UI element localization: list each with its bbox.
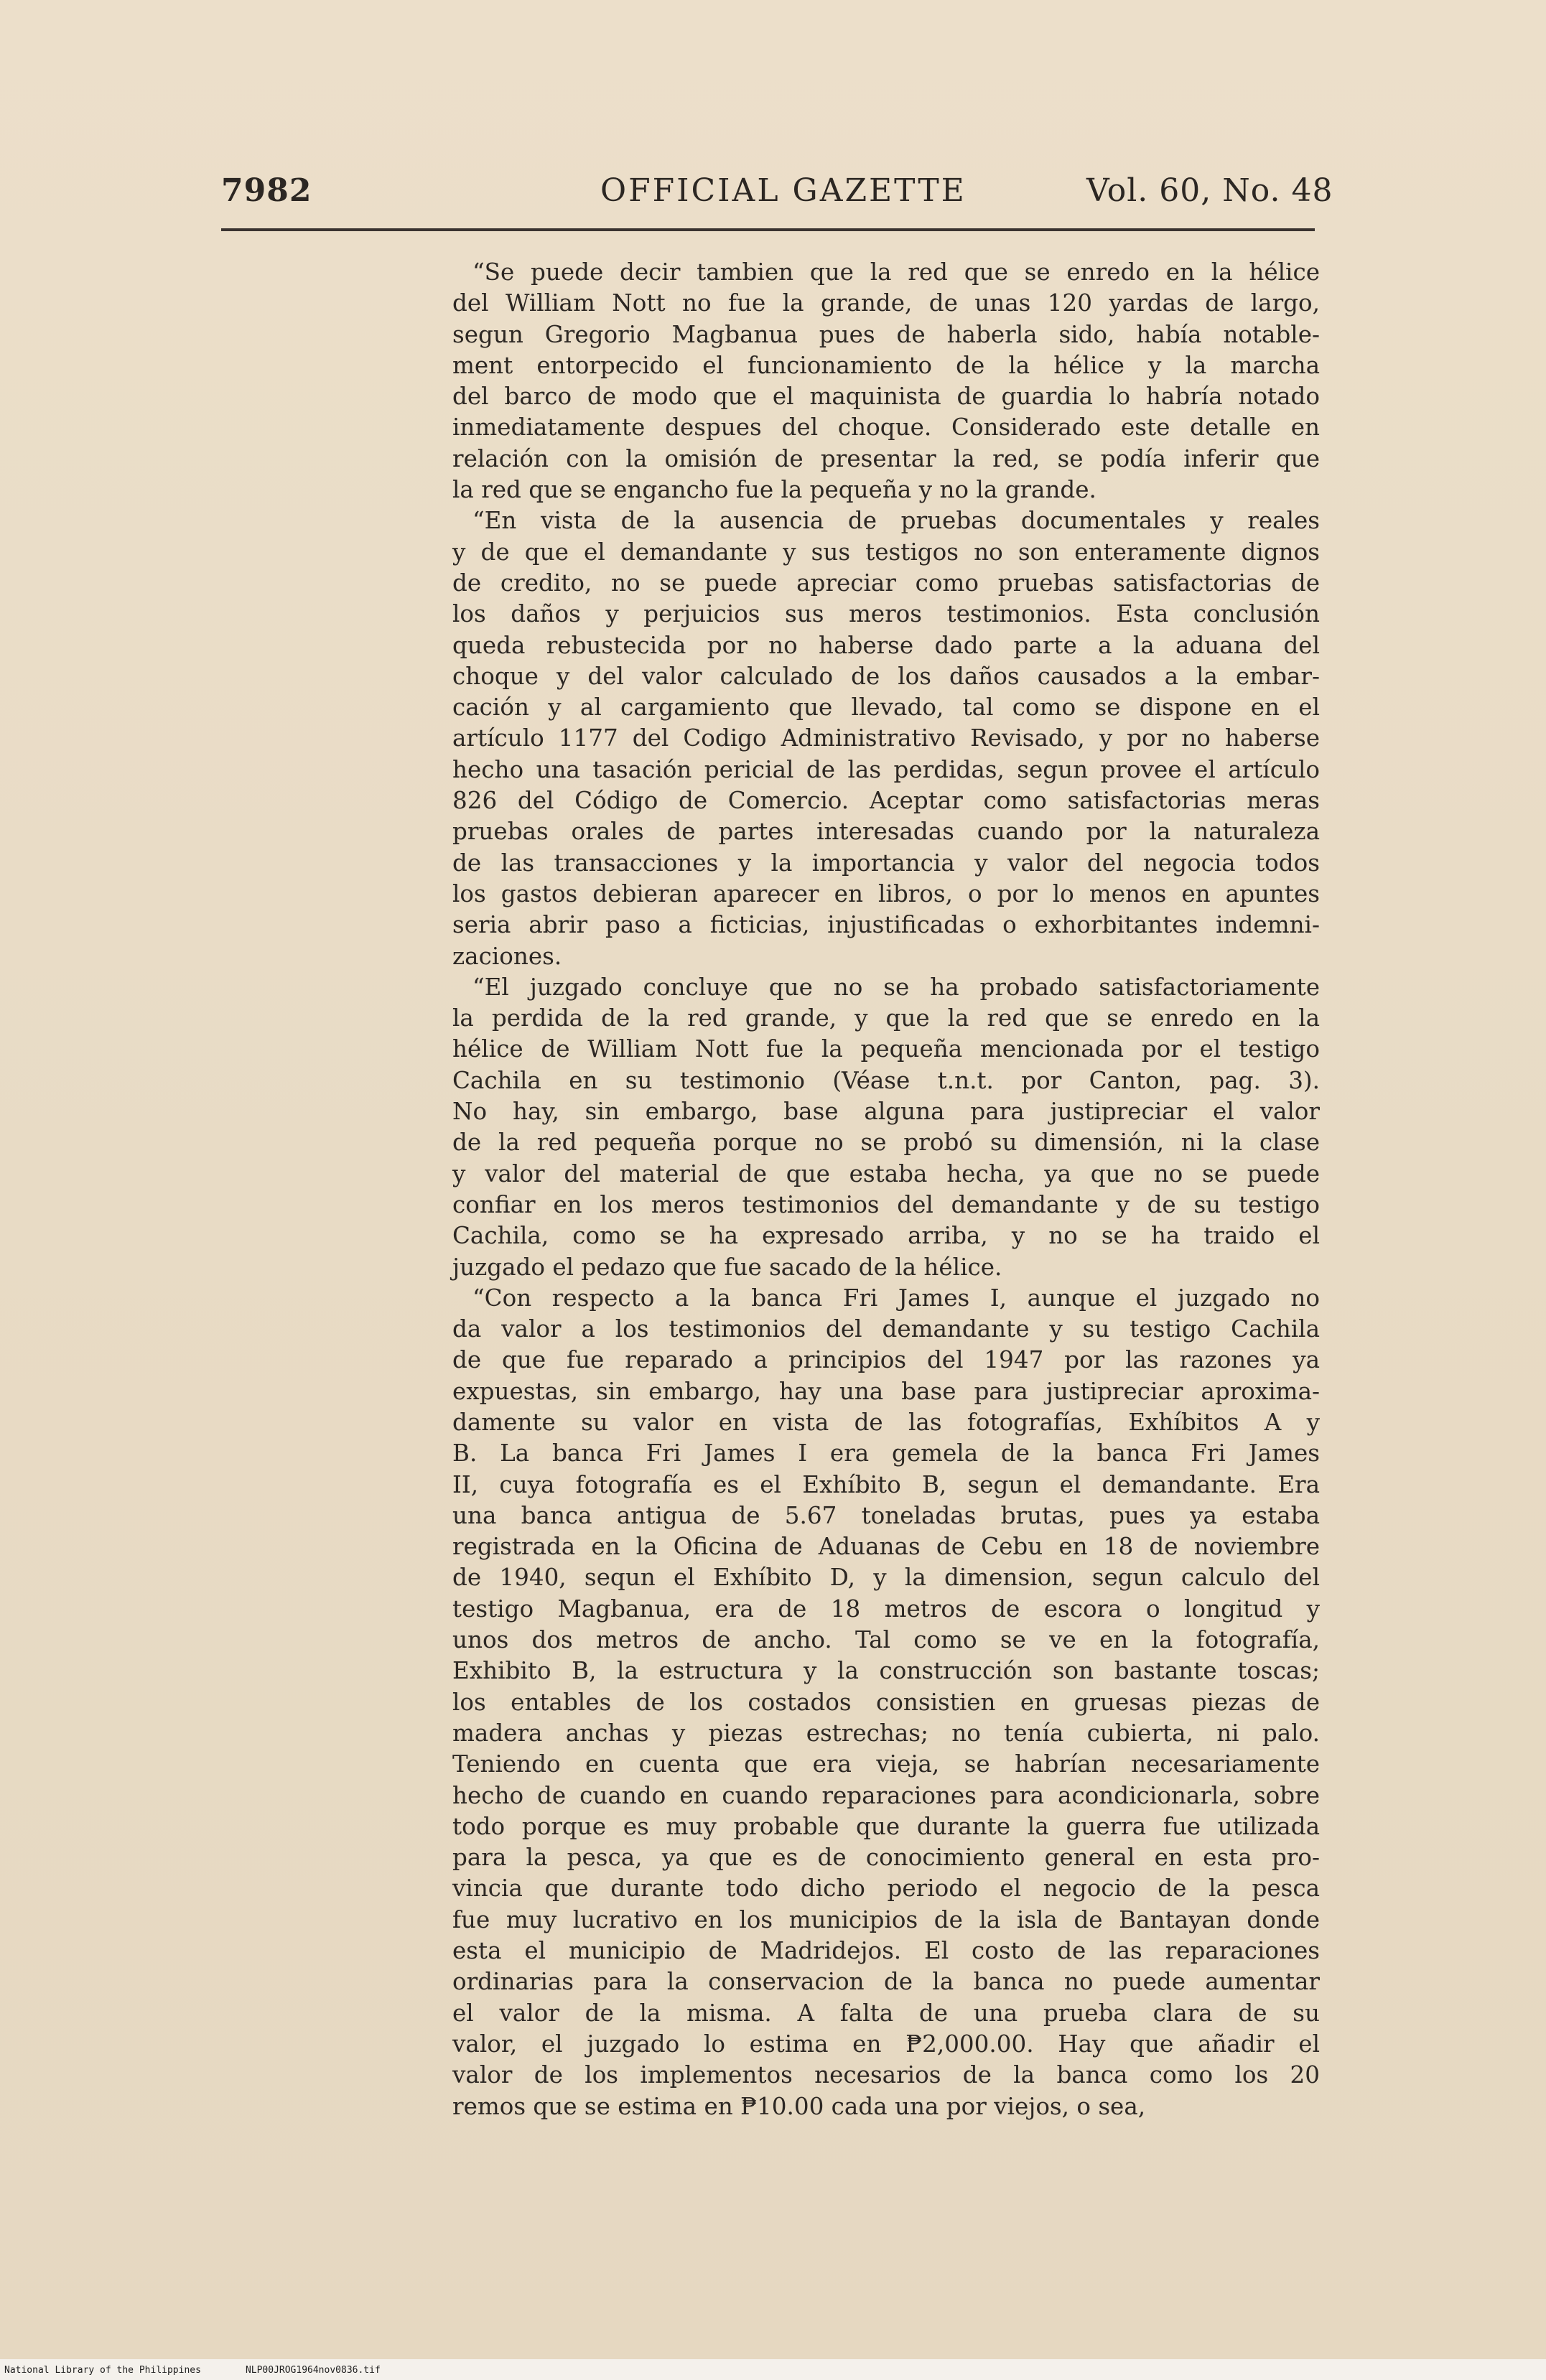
text-line: artículo 1177 del Codigo Administrativo Revisado, y por no haberse xyxy=(452,724,1320,752)
text-line: esta el municipio de Madridejos. El costo de las reparaciones xyxy=(452,1937,1320,1965)
scan-filename: NLP00JROG1964nov0836.tif xyxy=(245,2365,381,2376)
text-line: vincia que durante todo dicho periodo el negocio de la pesca xyxy=(452,1875,1320,1903)
text-line: da valor a los testimonios del demandante y su testigo Cachila xyxy=(452,1315,1320,1343)
text-line: zaciones. xyxy=(452,942,562,970)
running-head xyxy=(221,172,1333,215)
text-line: fue muy lucrativo en los municipios de la isla de Bantayan donde xyxy=(452,1905,1320,1933)
text-line: de las transacciones y la importancia y valor del negocia todos xyxy=(452,849,1320,877)
text-line: valor, el juzgado lo estima en ₱2,000.00. Hay que añadir el xyxy=(452,2030,1320,2058)
text-line: relación con la omisión de presentar la red, se podía inferir que xyxy=(452,444,1320,472)
text-line: los daños y perjuicios sus meros testimonios. Esta conclusión xyxy=(452,600,1320,628)
volume-label: Vol. xyxy=(1086,172,1149,209)
text-line: de la red pequeña porque no se probó su dimensión, ni la clase xyxy=(452,1129,1320,1157)
text-line: No hay, sin embargo, base alguna para justipreciar el valor xyxy=(452,1098,1320,1126)
text-line: seria abrir paso a ficticias, injustificadas o exhorbitantes indemni- xyxy=(452,911,1320,939)
text-line: ment entorpecido el funcionamiento de la hélice y la marcha xyxy=(452,351,1320,379)
text-line: testigo Magbanua, era de 18 metros de escora o longitud y xyxy=(452,1595,1320,1623)
text-line: una banca antigua de 5.67 toneladas brutas, pues ya estaba xyxy=(452,1501,1320,1529)
paragraph xyxy=(452,972,1320,1283)
text-line: “En vista de la ausencia de pruebas documentales y reales xyxy=(472,507,1320,535)
text-line: pruebas orales de partes interesadas cuando por la naturaleza xyxy=(452,818,1320,846)
journal-title: OFFICIAL GAZETTE xyxy=(600,172,967,209)
scan-footer xyxy=(4,2365,425,2376)
text-line: madera anchas y piezas estrechas; no tenía cubierta, ni palo. xyxy=(452,1719,1320,1747)
text-line: la red que se engancho fue la pequeña y no la grande. xyxy=(452,476,1096,504)
text-line: Cachila, como se ha expresado arriba, y no se ha traido el xyxy=(452,1222,1320,1250)
text-line: hélice de William Nott fue la pequeña mencionada por el testigo xyxy=(452,1035,1320,1063)
text-line: remos que se estima en ₱10.00 cada una por viejos, o sea, xyxy=(452,2092,1146,2120)
text-line: valor de los implementos necesarios de la banca como los 20 xyxy=(452,2061,1320,2089)
text-line: segun Gregorio Magbanua pues de haberla sido, había notable- xyxy=(452,320,1320,348)
text-line: unos dos metros de ancho. Tal como se ve en la fotografía, xyxy=(452,1626,1320,1654)
text-line: registrada en la Oficina de Aduanas de Cebu en 18 de noviembre xyxy=(452,1533,1320,1561)
text-line: choque y del valor calculado de los daños causados a la embar- xyxy=(452,662,1320,690)
page-number: 7982 xyxy=(221,172,312,209)
text-line: de credito, no se puede apreciar como pruebas satisfactorias de xyxy=(452,569,1320,597)
text-line: cación y al cargamiento que llevado, tal como se dispone en el xyxy=(452,694,1320,722)
text-line: II, cuya fotografía es el Exhíbito B, segun el demandante. Era xyxy=(452,1470,1320,1498)
text-line: para la pesca, ya que es de conocimiento general en esta pro- xyxy=(452,1844,1320,1872)
volume-issue xyxy=(1086,172,1333,209)
text-line: “El juzgado concluye que no se ha probado satisfactoriamente xyxy=(472,973,1320,1001)
text-line: Cachila en su testimonio (Véase t.n.t. por Canton, pag. 3). xyxy=(452,1066,1320,1094)
number-value: 48 xyxy=(1291,172,1333,209)
text-line: del William Nott no fue la grande, de unas 120 yardas de largo, xyxy=(452,289,1320,317)
text-line: ordinarias para la conservacion de la banca no puede aumentar xyxy=(452,1968,1320,1996)
text-line: y de que el demandante y sus testigos no son enteramente dignos xyxy=(452,538,1320,566)
text-line: Exhibito B, la estructura y la construcción son bastante toscas; xyxy=(452,1657,1320,1685)
text-line: de que fue reparado a principios del 1947 por las razones ya xyxy=(452,1346,1320,1374)
text-line: hecho de cuando en cuando reparaciones para acondicionarla, sobre xyxy=(452,1781,1320,1809)
paragraph xyxy=(452,257,1320,505)
text-line: del barco de modo que el maquinista de guardia lo habría notado xyxy=(452,383,1320,411)
text-line: inmediatamente despues del choque. Considerado este detalle en xyxy=(452,414,1320,442)
text-line: queda rebustecida por no haberse dado parte a la aduana del xyxy=(452,631,1320,659)
text-line: juzgado el pedazo que fue sacado de la hélice. xyxy=(452,1253,1002,1281)
text-line: “Se puede decir tambien que la red que se enredo en la hélice xyxy=(472,258,1320,286)
text-line: Teniendo en cuenta que era vieja, se habrían necesariamente xyxy=(452,1750,1320,1778)
text-line: damente su valor en vista de las fotografías, Exhíbitos A y xyxy=(452,1408,1320,1436)
text-line: los gastos debieran aparecer en libros, o por lo menos en apuntes xyxy=(452,879,1320,907)
text-line: todo porque es muy probable que durante la guerra fue utilizada xyxy=(452,1812,1320,1840)
text-line: “Con respecto a la banca Fri James I, aunque el juzgado no xyxy=(472,1284,1320,1312)
text-line: la perdida de la red grande, y que la red que se enredo en la xyxy=(452,1004,1320,1032)
text-line: el valor de la misma. A falta de una prueba clara de su xyxy=(452,1999,1320,2027)
paragraph xyxy=(452,505,1320,971)
text-line: B. La banca Fri James I era gemela de la banca Fri James xyxy=(452,1439,1320,1467)
text-line: los entables de los costados consistien en gruesas piezas de xyxy=(452,1688,1320,1716)
header-rule xyxy=(221,228,1315,231)
volume-number: 60, xyxy=(1159,172,1212,209)
text-line: hecho una tasación pericial de las perdidas, segun provee el artículo xyxy=(452,755,1320,783)
text-line: confiar en los meros testimonios del demandante y de su testigo xyxy=(452,1190,1320,1218)
text-line: de 1940, sequn el Exhíbito D, y la dimension, segun calculo del xyxy=(452,1564,1320,1592)
text-line: 826 del Código de Comercio. Aceptar como satisfactorias meras xyxy=(452,787,1320,815)
library-credit: National Library of the Philippines xyxy=(4,2365,201,2376)
number-label: No. xyxy=(1222,172,1281,209)
body-text xyxy=(452,257,1320,2122)
text-line: y valor del material de que estaba hecha, ya que no se puede xyxy=(452,1159,1320,1187)
paragraph xyxy=(452,1283,1320,2122)
text-line: expuestas, sin embargo, hay una base para justipreciar aproxima- xyxy=(452,1377,1320,1405)
